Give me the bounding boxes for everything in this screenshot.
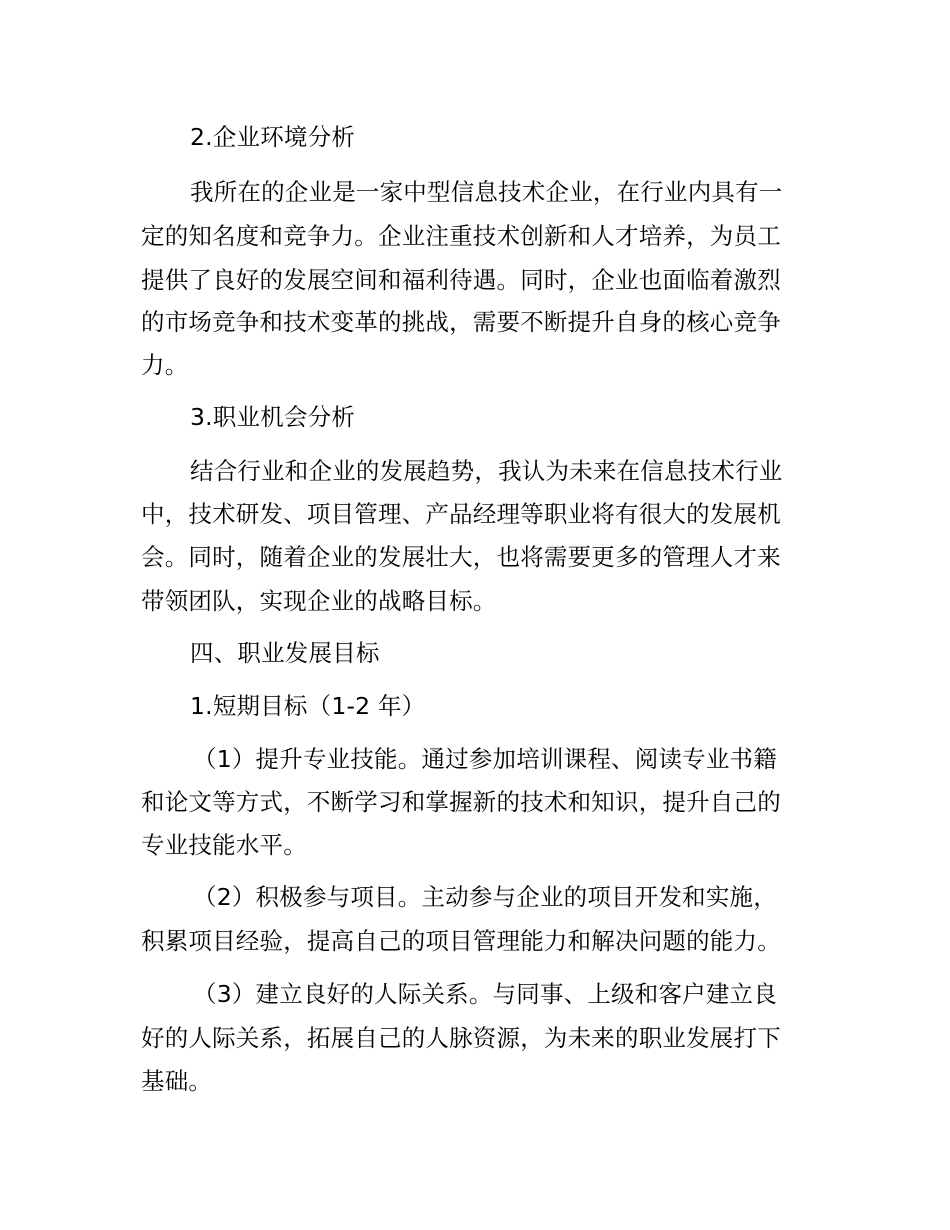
paragraph-line: 结合行业和企业的发展趋势，我认为未来在信息技术行业 (190, 457, 783, 485)
paragraph-line: 中，技术研发、项目管理、产品经理等职业将有很大的发展机 (141, 500, 781, 528)
section-heading-career-opportunity: 3.职业机会分析 (190, 403, 356, 431)
paragraph-line: 基础。 (141, 1067, 213, 1095)
section-heading-career-goals: 四、职业发展目标 (190, 639, 380, 667)
paragraph-line: （1）提升专业技能。通过参加培训课程、阅读专业书籍 (193, 745, 777, 773)
paragraph-line: 会。同时，随着企业的发展壮大，也将需要更多的管理人才来 (141, 543, 781, 571)
paragraph-line: 专业技能水平。 (141, 831, 307, 859)
paragraph-line: 积累项目经验，提高自己的项目管理能力和解决问题的能力。 (141, 927, 781, 955)
section-heading-enterprise-environment: 2.企业环境分析 (190, 123, 356, 151)
paragraph-line: 好的人际关系，拓展自己的人脉资源，为未来的职业发展打下 (141, 1024, 781, 1052)
paragraph-line: （2）积极参与项目。主动参与企业的项目开发和实施， (193, 883, 777, 911)
subsection-heading-short-term-goals: 1.短期目标（1-2 年） (190, 692, 426, 720)
paragraph-line: （3）建立良好的人际关系。与同事、上级和客户建立良 (193, 980, 777, 1008)
paragraph-line: 提供了良好的发展空间和福利待遇。同时，企业也面临着激烈 (141, 266, 781, 294)
paragraph-line: 我所在的企业是一家中型信息技术企业，在行业内具有一 (190, 178, 783, 206)
paragraph-line: 带领团队，实现企业的战略目标。 (141, 587, 497, 615)
paragraph-line: 定的知名度和竞争力。企业注重技术创新和人才培养，为员工 (141, 222, 781, 250)
paragraph-line: 和论文等方式，不断学习和掌握新的技术和知识，提升自己的 (141, 788, 781, 816)
paragraph-line: 力。 (141, 351, 189, 379)
paragraph-line: 的市场竞争和技术变革的挑战，需要不断提升自身的核心竞争 (141, 308, 781, 336)
